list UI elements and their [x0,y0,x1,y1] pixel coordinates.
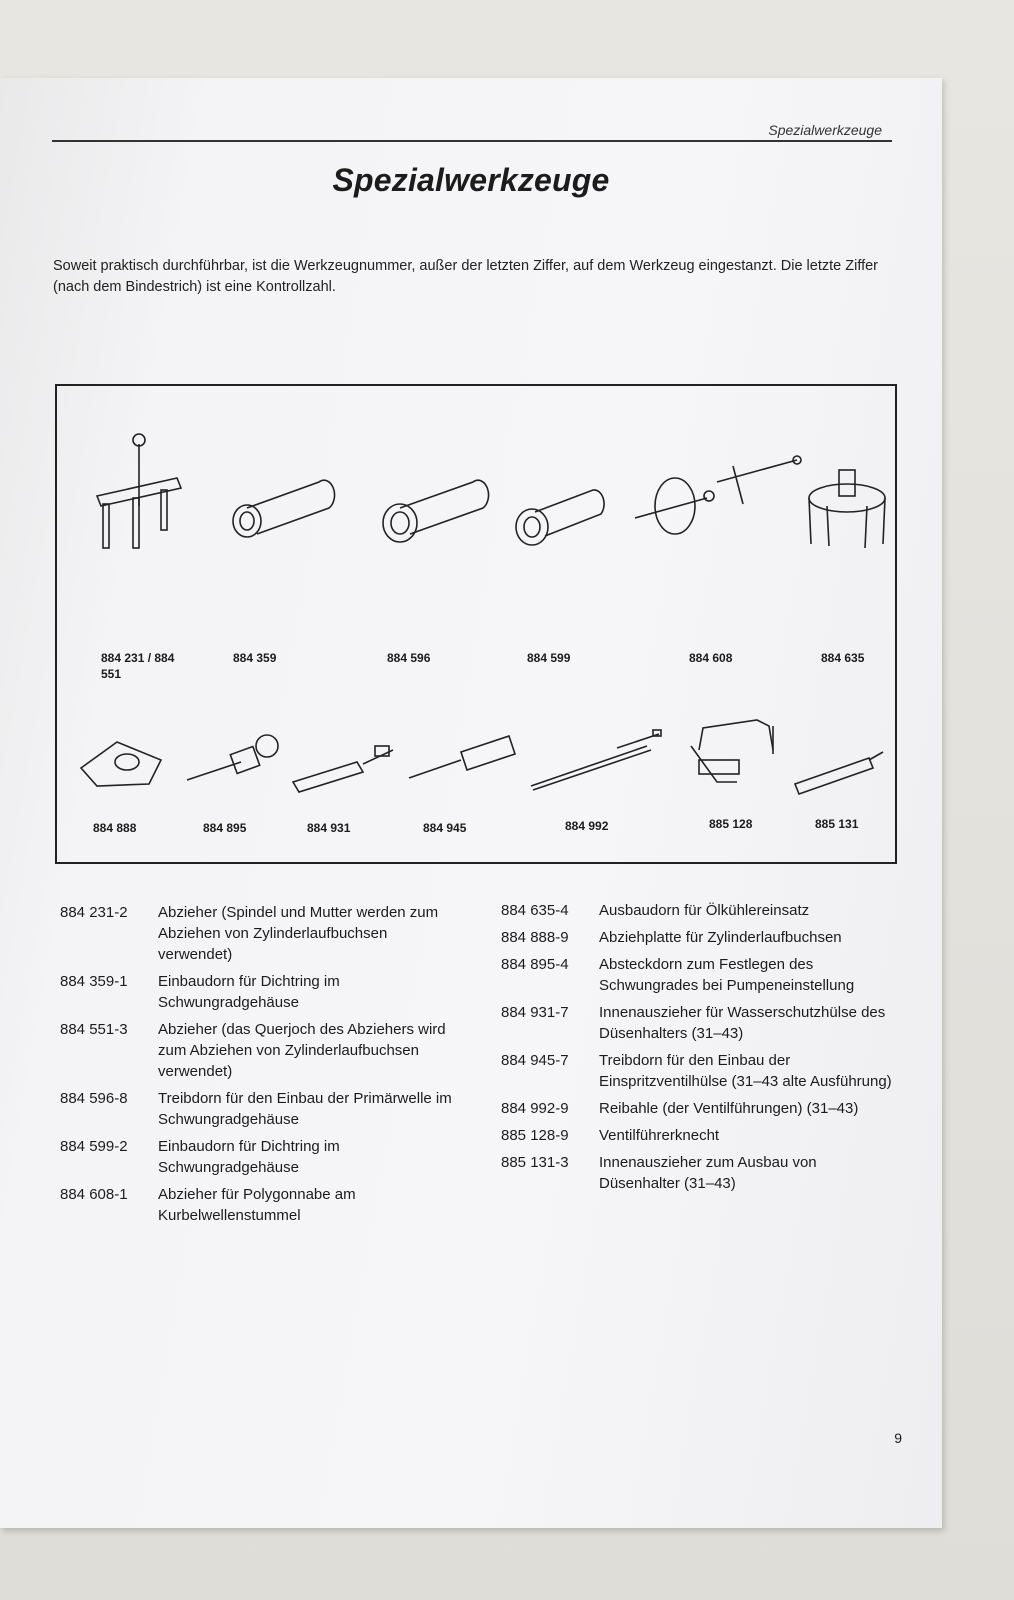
tool-label: 884 596 [387,651,431,665]
tool-number: 884 888-9 [501,929,569,946]
tool-description: Innenauszieher für Wasserschutzhülse des Düsenhalters (31–43) [599,1004,886,1042]
list-item [60,1019,460,1082]
internal-puller-icon [293,746,393,792]
page-title: Spezialwerkzeuge [332,162,610,198]
tool-illustration-panel [55,384,897,864]
tool-number: 884 895-4 [501,956,569,973]
tool-description-list-right [501,900,901,1200]
list-item [501,1152,901,1194]
locking-pin-icon [187,735,278,780]
list-item [60,1088,460,1130]
tool-number: 884 596-8 [60,1090,128,1107]
list-item [501,900,901,921]
tool-number: 884 945-7 [501,1052,569,1069]
tool-description: Abzieher (Spindel und Mutter werden zum Abziehen von Zylinderlaufbuchsen verwendet) [158,904,439,963]
tool-label: 884 608 [689,651,733,665]
header-rule [52,140,892,142]
tool-number: 884 931-7 [501,1004,569,1021]
list-item [501,1098,901,1119]
valve-spring-compressor-icon [691,720,773,782]
tool-label: 884 359 [233,651,277,665]
tool-label: 884 992 [565,819,609,833]
tool-number: 884 992-9 [501,1100,569,1117]
tool-description: Ventilführerknecht [599,1127,720,1144]
tool-label: 885 128 [709,817,753,831]
tool-label: 884 895 [203,821,247,835]
tool-label: 884 931 [307,821,351,835]
running-header: Spezialwerkzeuge [768,122,882,138]
tool-description: Treibdorn für den Einbau der Primärwelle im Schwungradgehäuse [158,1090,452,1128]
puller-plate-icon [81,742,161,786]
tool-description: Abzieher für Polygonnabe am Kurbelwellenstummel [158,1186,356,1224]
removal-mandrel-icon [809,470,885,548]
list-item [501,1125,901,1146]
tool-label: 884 945 [423,821,467,835]
tool-description: Reibahle (der Ventilführungen) (31–43) [599,1100,859,1117]
list-item [60,971,460,1013]
tool-description: Absteckdorn zum Festlegen des Schwungrades bei Pumpeneinstellung [599,956,855,994]
list-item [60,1136,460,1178]
list-item [60,1184,460,1226]
tool-label: 884 599 [527,651,571,665]
tool-label: 884 231 / 884 551 [101,651,175,681]
list-item [501,954,901,996]
installer-mandrel-icon [233,480,335,537]
internal-puller-icon [795,752,883,794]
intro-paragraph: Soweit praktisch durchführbar, ist die Werkzeugnummer, außer der letzten Ziffer, auf dem Werkzeug eingestanzt. Die letzte Ziffer (nach dem Bindestrich) ist eine Kontrollzahl. [53,258,879,295]
installer-mandrel-icon [516,490,604,545]
hub-puller-icon [635,456,801,534]
page-number: 9 [894,1430,902,1446]
tool-description: Einbaudorn für Dichtring im Schwungradgehäuse [158,973,340,1011]
document-page [0,78,942,1528]
list-item [501,1050,901,1092]
puller-icon [97,434,181,548]
tool-number: 884 231-2 [60,904,128,921]
tool-description: Innenauszieher zum Ausbau von Düsenhalter (31–43) [599,1154,817,1192]
list-item [501,1002,901,1044]
tool-description: Treibdorn für den Einbau der Einspritzventilhülse (31–43 alte Ausführung) [599,1052,892,1090]
tool-label: 885 131 [815,817,859,831]
tool-number: 884 599-2 [60,1138,128,1155]
reamer-icon [531,730,661,790]
tool-number: 885 128-9 [501,1127,569,1144]
drift-icon [409,736,515,778]
tool-description: Abzieher (das Querjoch des Abziehers wird zum Abziehen von Zylinderlaufbuchsen verwendet) [158,1021,446,1080]
tool-description: Einbaudorn für Dichtring im Schwungradgehäuse [158,1138,340,1176]
drift-icon [383,480,489,542]
tool-number: 884 359-1 [60,973,128,990]
tool-label: 884 635 [821,651,865,665]
list-item [501,927,901,948]
tool-description: Ausbaudorn für Ölkühlereinsatz [599,902,810,919]
tool-label: 884 888 [93,821,137,835]
tool-description-list-left [60,902,460,1232]
tool-description: Abziehplatte für Zylinderlaufbuchsen [599,929,842,946]
tool-number: 884 551-3 [60,1021,128,1038]
tool-number: 885 131-3 [501,1154,569,1171]
tool-number: 884 608-1 [60,1186,128,1203]
tool-number: 884 635-4 [501,902,569,919]
list-item [60,902,460,965]
